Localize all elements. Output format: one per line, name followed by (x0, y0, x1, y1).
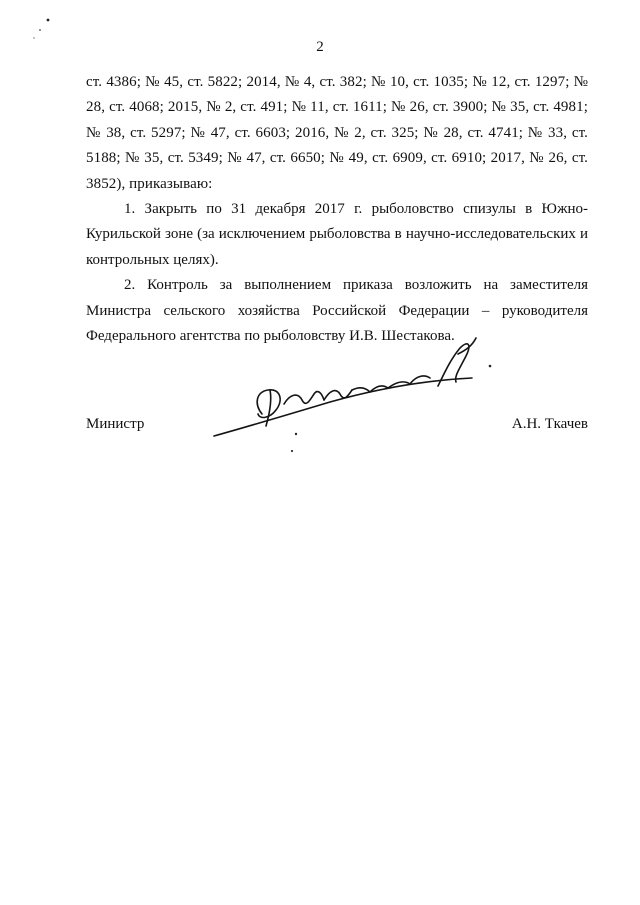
order-item-2: 2. Контроль за выполнением приказа возложить на заместителя Министра сельского хозяйства Российской Федерации – руководителя Федерального агентства по рыболовству И.В. Шестакова. (86, 277, 588, 345)
document-body (86, 70, 588, 349)
citation-paragraph (86, 70, 588, 197)
signer-name: А.Н. Ткачев (511, 416, 588, 432)
citation-line-5: № 26, ст. 3852), (86, 150, 589, 192)
order-item-1: 1. Закрыть по 31 декабря 2017 г. рыболовство спизулы в Южно-Курильской зоне (за исключением рыболовства в научно-исследовательских и контрольных целях). (86, 201, 588, 268)
order-word: приказываю: (129, 175, 213, 192)
signature-block (86, 406, 588, 446)
citation-line-3: ст. 4981; № 38, ст. 5297; № 47, ст. 6603; 2016, № 2, ст. 325; № 28, ст. 4741; (86, 99, 589, 141)
citation-line-4: № 33, ст. 5188; № 35, ст. 5349; № 47, ст. 6650; № 49, ст. 6909, ст. 6910; 2017, (86, 124, 588, 167)
citation-line-2: № 28, ст. 4068; 2015, № 2, ст. 491; № 11, ст. 1611; № 26, ст. 3900; № 35, (86, 74, 589, 116)
signer-title: Министр (86, 416, 145, 432)
citation-line-1: ст. 4386; № 45, ст. 5822; 2014, № 4, ст. 382; № 10, ст. 1035; № 12, ст. 1297; (86, 74, 570, 90)
page-number: 2 (316, 39, 324, 55)
